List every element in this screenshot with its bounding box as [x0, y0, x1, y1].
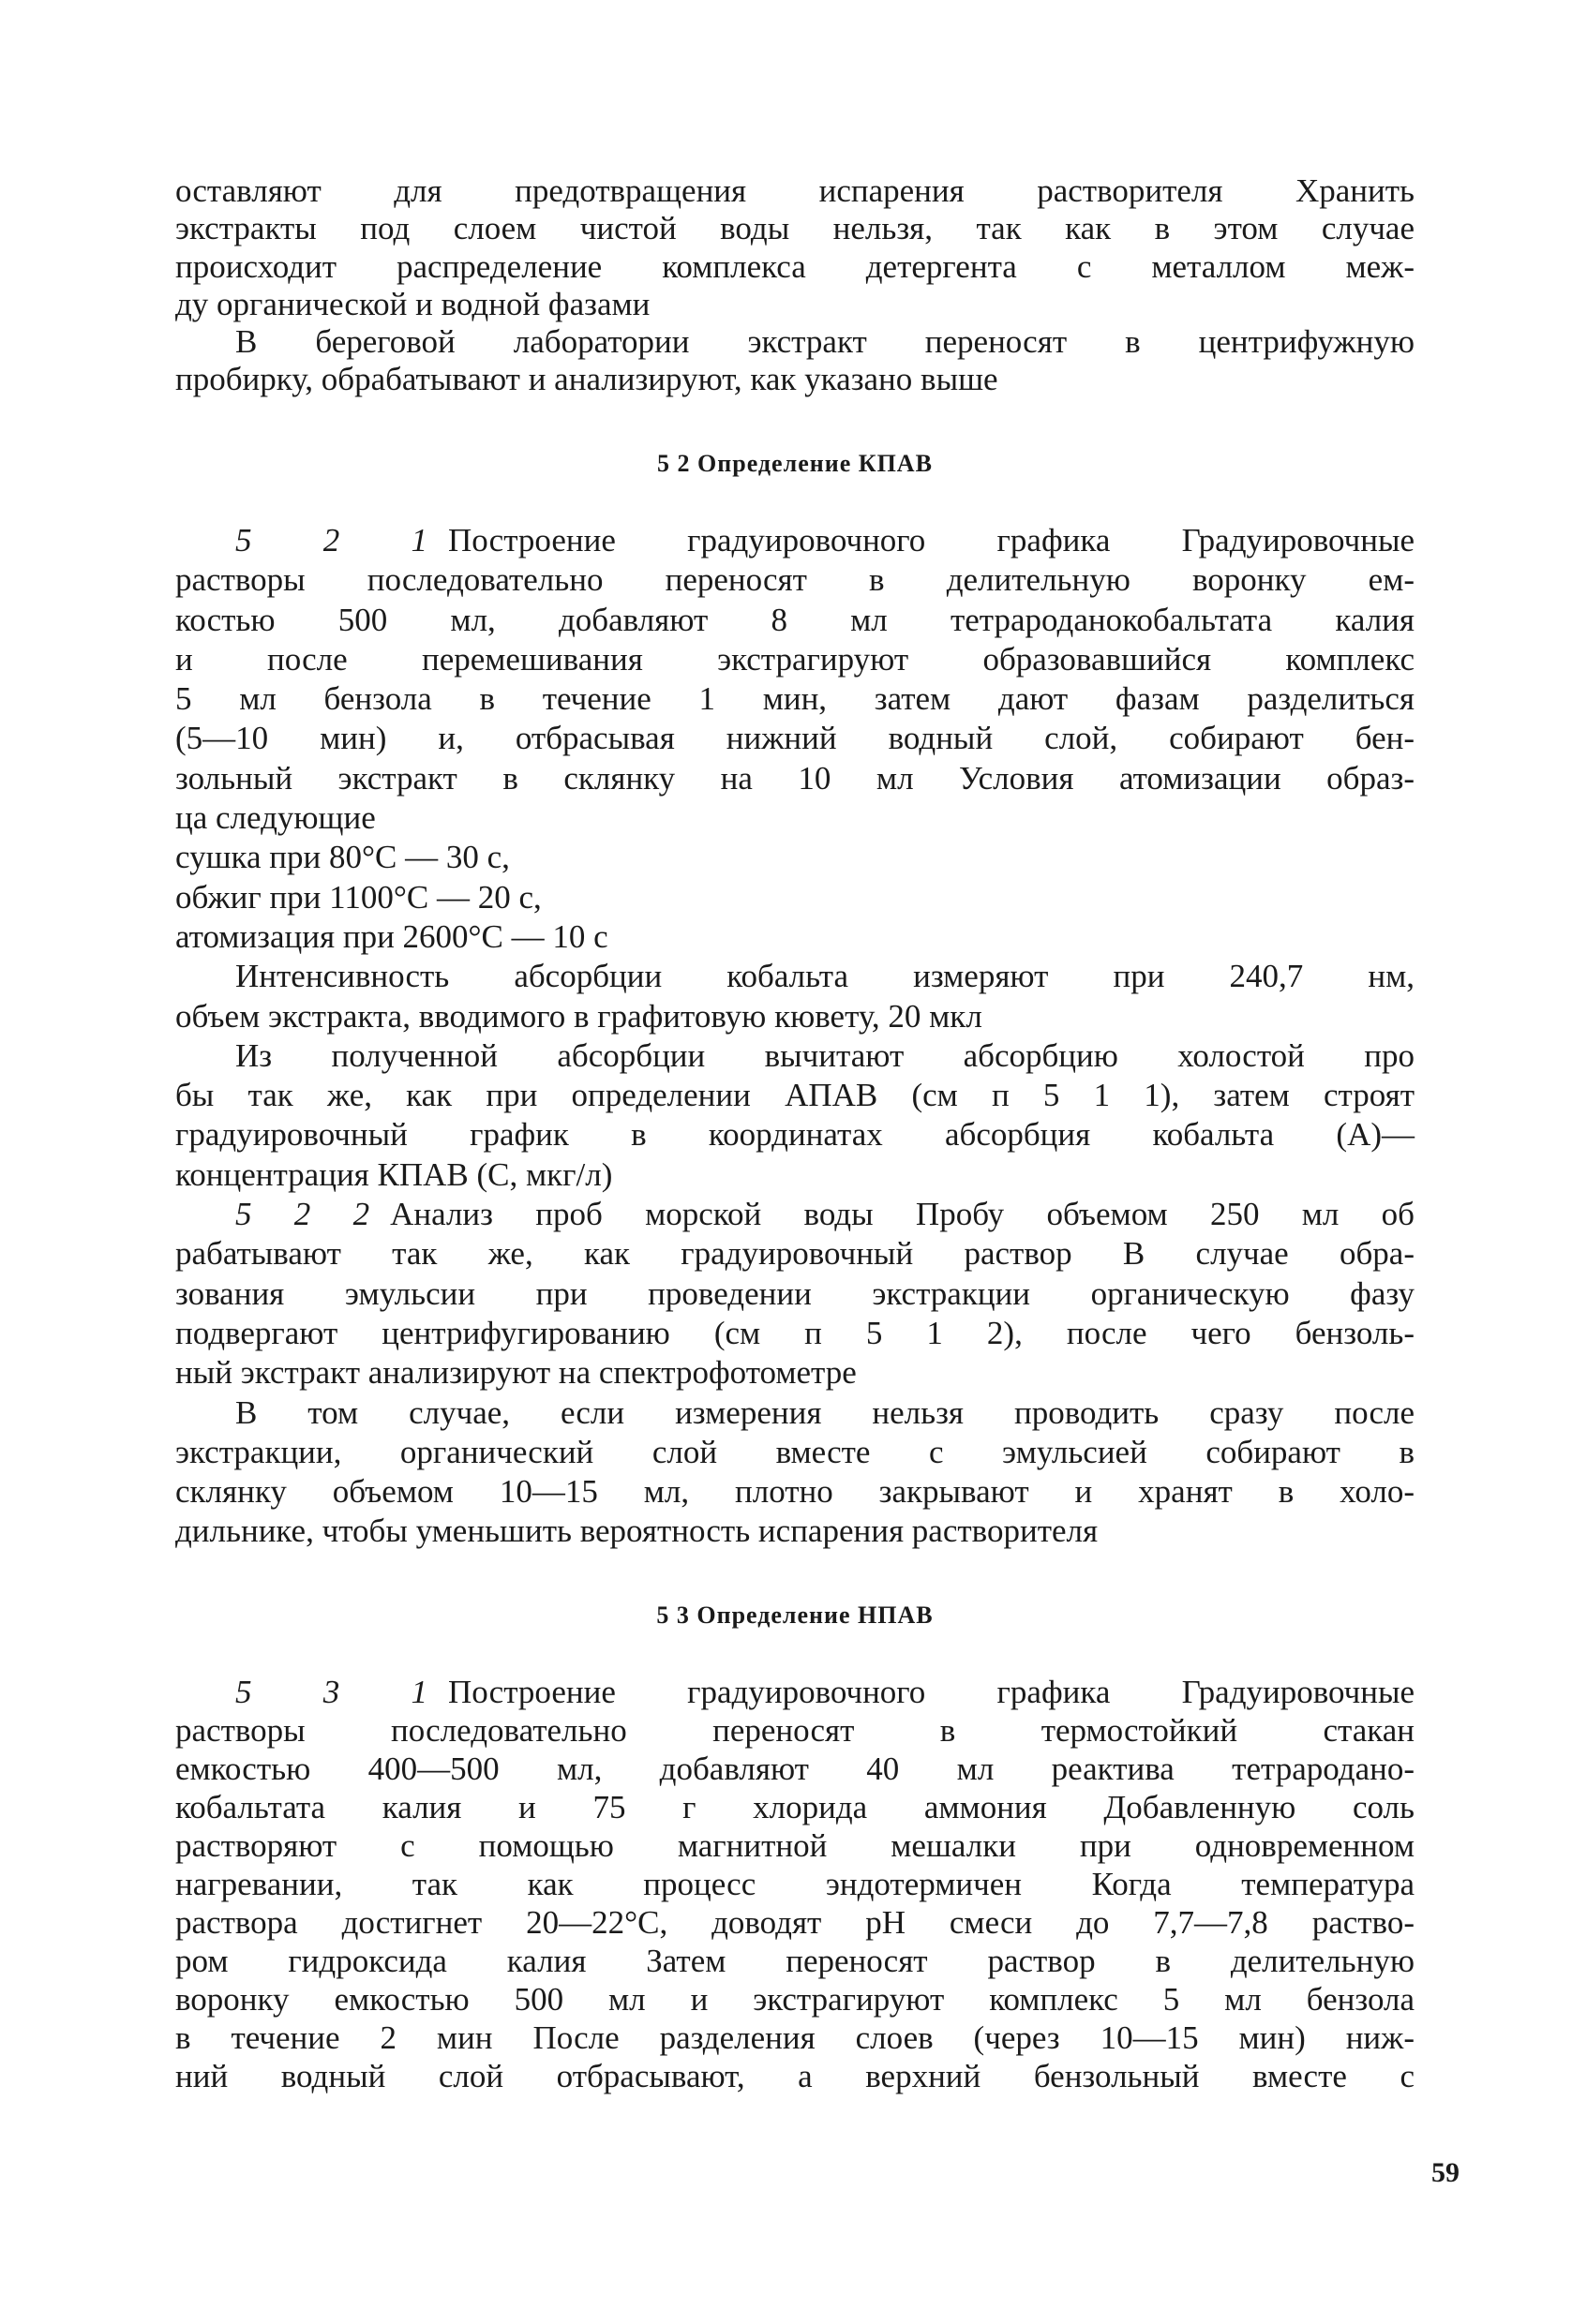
text-line [175, 1393, 1415, 1433]
line-text: объем экстракта, вводимого в графитовую кювету, 20 мкл [175, 997, 982, 1035]
text-line [175, 172, 1415, 210]
text-line [175, 1195, 1415, 1234]
line-text: и после перемешивания экстрагируют образовавшийся комплекс [175, 640, 1415, 678]
section-heading-kpav: 5 2 Определение КПАВ [657, 450, 933, 477]
text-line [175, 601, 1415, 640]
line-text: экстракты под слоем чистой воды нельзя, так как в этом случае [175, 210, 1415, 247]
line-text: ду органической и водной фазами [175, 285, 651, 322]
text-line [175, 1353, 1415, 1393]
line-text: ный экстракт анализируют на спектрофотометре [175, 1354, 857, 1392]
line-text: В том случае, если измерения нельзя проводить сразу после [235, 1393, 1415, 1431]
line-text: растворяют с помощью магнитной мешалки при одновременном [175, 1827, 1415, 1864]
line-text: сушка при 80°С — 30 с, [175, 839, 510, 876]
paragraph [175, 172, 1415, 323]
paragraph [175, 1673, 1415, 2095]
line-text: растворы последовательно переносят в термостойкий стакан [175, 1712, 1415, 1749]
text-line [175, 1036, 1415, 1076]
text-line [175, 1076, 1415, 1115]
line-text: Анализ проб морской воды Пробу объемом 250 мл об [390, 1196, 1415, 1233]
line-text: ний водный слой отбрасывают, а верхний бензольный вместе с [175, 2058, 1415, 2094]
line-text: (5—10 мин) и, отбрасывая нижний водный слой, собирают бен- [175, 720, 1415, 757]
line-text: зования эмульсии при проведении экстракции органическую фазу [175, 1274, 1415, 1312]
line-text: пробирку, обрабатывают и анализируют, как указано выше [175, 361, 998, 398]
paragraph [175, 957, 1415, 1036]
text-line [175, 1433, 1415, 1472]
text-line [175, 1234, 1415, 1274]
line-text: дильнике, чтобы уменьшить вероятность испарения растворителя [175, 1512, 1099, 1550]
text-line [175, 2057, 1415, 2095]
line-text: градуировочный график в координатах абсорбция кобальта (А)— [175, 1116, 1415, 1154]
text-line [175, 248, 1415, 286]
line-text: В береговой лаборатории экстракт переносят в центрифужную [235, 323, 1415, 361]
text-line [175, 1980, 1415, 2019]
line-text: емкостью 400—500 мл, добавляют 40 мл реактива тетрародано- [175, 1750, 1415, 1787]
section-heading-npav: 5 3 Определение НПАВ [656, 1601, 934, 1629]
text-line [175, 361, 1415, 398]
text-section-kpav [175, 521, 1415, 1552]
text-line [175, 957, 1415, 996]
text-line [175, 1673, 1415, 1711]
line-text: концентрация КПАВ (С, мкг/л) [175, 1155, 613, 1193]
text-line [175, 1865, 1415, 1903]
text-line [175, 1115, 1415, 1155]
line-text: Из полученной абсорбции вычитают абсорбцию холостой про [235, 1036, 1415, 1074]
line-text: атомизация при 2600°С — 10 с [175, 917, 608, 955]
clause-number: 5 3 1 [235, 1674, 428, 1710]
text-line [175, 1826, 1415, 1865]
text-line [175, 1711, 1415, 1750]
list-item [175, 878, 1415, 917]
parameter-list [175, 838, 1415, 957]
text-line [175, 286, 1415, 323]
clause-number: 5 2 1 [235, 522, 428, 559]
line-text: бы так же, как при определении АПАВ (см п 5 1 1), затем строят [175, 1077, 1415, 1114]
text-line [175, 1750, 1415, 1788]
text-line [175, 1155, 1415, 1195]
text-line [175, 1274, 1415, 1314]
text-line [175, 1942, 1415, 1980]
list-item [175, 917, 1415, 957]
line-text: Построение градуировочного графика Градуировочные [448, 522, 1415, 559]
line-text: раствора достигнет 20—22°С, доводят pH смеси до 7,7—7,8 раство- [175, 1904, 1415, 1941]
line-text: склянку объемом 10—15 мл, плотно закрывают и хранят в холо- [175, 1473, 1415, 1511]
text-line [175, 640, 1415, 679]
line-text: происходит распределение комплекса детергента с металлом меж- [175, 247, 1415, 285]
line-text: растворы последовательно переносят в делительную воронку ем- [175, 561, 1415, 599]
line-text: воронку емкостью 500 мл и экстрагируют комплекс 5 мл бензола [175, 1981, 1415, 2018]
line-text: кобальтата калия и 75 г хлорида аммония Добавленную соль [175, 1789, 1415, 1825]
page-number: 59 [1431, 2157, 1460, 2188]
line-text: обжиг при 1100°С — 20 с, [175, 878, 542, 916]
line-text: Интенсивность абсорбции кобальта измеряют при 240,7 нм, [235, 958, 1415, 995]
text-line [175, 2019, 1415, 2057]
line-text: нагревании, так как процесс эндотермичен Когда температура [175, 1866, 1415, 1902]
text-line [175, 759, 1415, 798]
line-text: 5 мл бензола в течение 1 мин, затем дают фазам разделиться [175, 680, 1415, 718]
text-line [175, 1788, 1415, 1826]
text-line [175, 679, 1415, 719]
text-line [175, 521, 1415, 560]
paragraph [175, 1393, 1415, 1552]
line-text: в течение 2 мин После разделения слоев (через 10—15 мин) ниж- [175, 2019, 1415, 2056]
line-text: Построение градуировочного графика Градуировочные [448, 1674, 1415, 1710]
line-text: ром гидроксида калия Затем переносят раствор в делительную [175, 1943, 1415, 1979]
text-line [175, 719, 1415, 758]
text-line [175, 997, 1415, 1036]
list-item [175, 838, 1415, 877]
text-line [175, 210, 1415, 247]
text-line [175, 560, 1415, 600]
text-line [175, 323, 1415, 361]
line-text: подвергают центрифугированию (см п 5 1 2), после чего бензоль- [175, 1314, 1415, 1351]
text-line [175, 1314, 1415, 1353]
line-text: экстракции, органический слой вместе с эмульсией собирают в [175, 1433, 1415, 1470]
line-text: зольный экстракт в склянку на 10 мл Условия атомизации образ- [175, 759, 1415, 797]
paragraph [175, 1036, 1415, 1195]
line-text: рабатывают так же, как градуировочный раствор В случае обра- [175, 1235, 1415, 1273]
paragraph [175, 323, 1415, 399]
text-line [175, 1903, 1415, 1942]
text-line [175, 1512, 1415, 1551]
paragraph [175, 1195, 1415, 1393]
text-section-npav [175, 1673, 1415, 2095]
line-text: костью 500 мл, добавляют 8 мл тетрароданокобальтата калия [175, 601, 1415, 638]
line-text: ца следующие [175, 799, 376, 837]
clause-number: 5 2 2 [235, 1196, 370, 1233]
line-text: оставляют для предотвращения испарения растворителя Хранить [175, 172, 1415, 209]
text-line [175, 1472, 1415, 1512]
paragraph [175, 521, 1415, 838]
text-line [175, 798, 1415, 838]
text-section-intro [175, 172, 1415, 399]
